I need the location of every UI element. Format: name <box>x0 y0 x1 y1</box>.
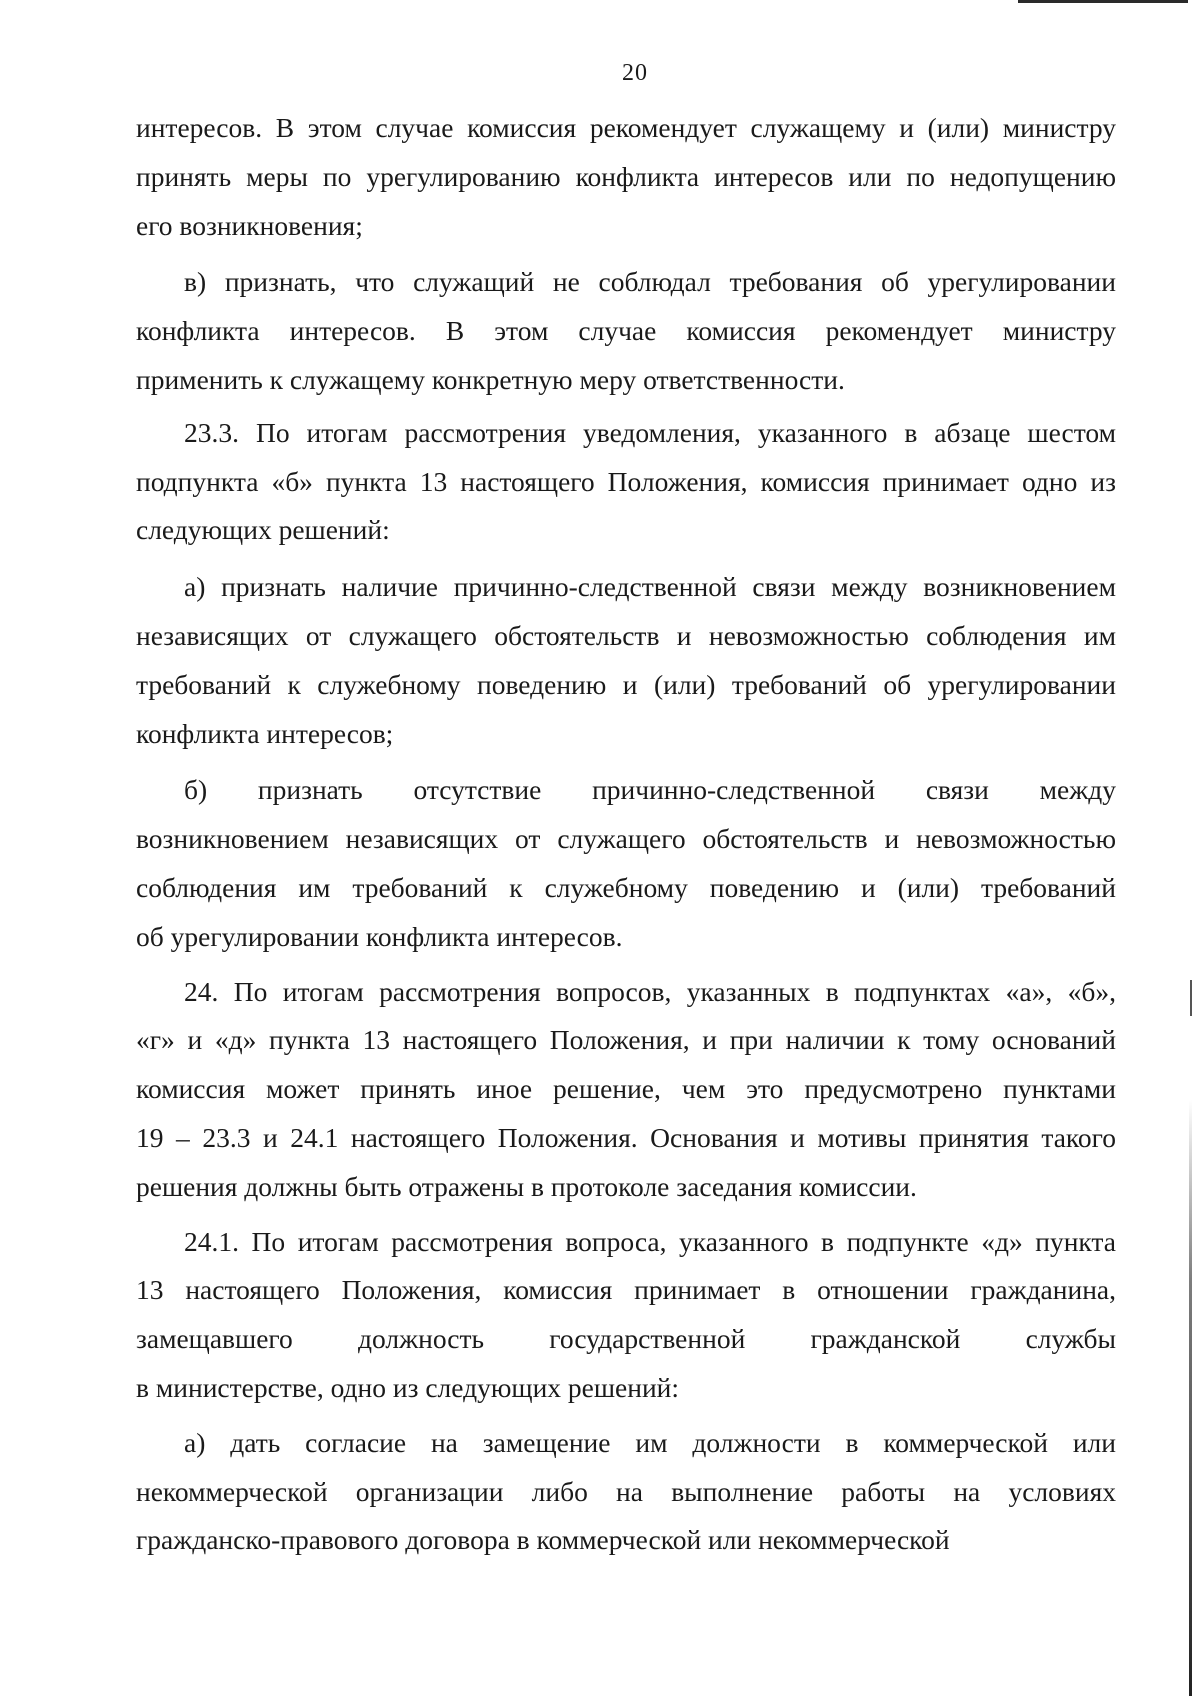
text-line: его возникновения; <box>136 209 363 241</box>
text-line: комиссия может принять иное решение, чем это предусмотрено пунктами <box>136 1073 1116 1105</box>
text-line: следующих решений: <box>136 514 390 546</box>
scan-edge-mark <box>1018 0 1188 3</box>
text-line: требований к служебному поведению и (или) требований об урегулировании <box>136 668 1116 700</box>
scan-edge-shadow <box>1189 1100 1192 1696</box>
text-line: конфликта интересов; <box>136 717 394 749</box>
text-line: гражданско-правового договора в коммерческой или некоммерческой <box>136 1524 950 1556</box>
text-line: возникновением независящих от служащего обстоятельств и невозможностью <box>136 823 1116 855</box>
text-line: в) признать, что служащий не соблюдал требования об урегулировании <box>184 266 1116 298</box>
text-line: конфликта интересов. В этом случае комиссия рекомендует министру <box>136 315 1116 347</box>
page-number: 20 <box>622 60 648 86</box>
text-line: 23.3. По итогам рассмотрения уведомления, указанного в абзаце шестом <box>184 416 1116 448</box>
text-line: 24. По итогам рассмотрения вопросов, указанных в подпунктах «а», «б», <box>184 975 1116 1007</box>
text-line: подпункта «б» пункта 13 настоящего Положения, комиссия принимает одно из <box>136 465 1116 497</box>
text-line: об урегулировании конфликта интересов. <box>136 920 623 952</box>
text-line: 24.1. По итогам рассмотрения вопроса, указанного в подпункте «д» пункта <box>184 1225 1116 1257</box>
text-line: 19 – 23.3 и 24.1 настоящего Положения. Основания и мотивы принятия такого <box>136 1121 1116 1153</box>
text-line: «г» и «д» пункта 13 настоящего Положения, и при наличии к тому оснований <box>136 1024 1116 1056</box>
paragraph-p1 <box>136 104 1116 250</box>
text-line: принять меры по урегулированию конфликта интересов или по недопущению <box>136 160 1116 192</box>
scan-edge-tick <box>1190 980 1192 1016</box>
document-body <box>136 104 1116 1565</box>
text-line: а) признать наличие причинно-следственной связи между возникновением <box>184 571 1116 603</box>
text-line: б) признать отсутствие причинно-следственной связи между <box>184 774 1116 806</box>
paragraph-p3 <box>136 409 1116 555</box>
text-line: а) дать согласие на замещение им должности в коммерческой или <box>184 1426 1116 1458</box>
paragraph-p7 <box>136 1218 1116 1413</box>
paragraph-p6 <box>136 968 1116 1212</box>
paragraph-p8 <box>136 1419 1116 1565</box>
text-line: интересов. В этом случае комиссия рекомендует служащему и (или) министру <box>136 112 1116 143</box>
text-line: в министерстве, одно из следующих решений: <box>136 1371 680 1403</box>
text-line: 13 настоящего Положения, комиссия принимает в отношении гражданина, <box>136 1274 1116 1306</box>
text-line: решения должны быть отражены в протоколе заседания комиссии. <box>136 1170 917 1202</box>
paragraph-p4 <box>136 563 1116 758</box>
text-line: применить к служащему конкретную меру ответственности. <box>136 363 845 395</box>
paragraph-p5 <box>136 766 1116 961</box>
text-line: некоммерческой организации либо на выполнение работы на условиях <box>136 1475 1116 1507</box>
text-line: соблюдения им требований к служебному поведению и (или) требований <box>136 871 1116 903</box>
text-line: замещавшего должность государственной гражданской службы <box>136 1323 1116 1355</box>
paragraph-p2 <box>136 258 1116 404</box>
text-line: независящих от служащего обстоятельств и невозможностью соблюдения им <box>136 619 1116 651</box>
